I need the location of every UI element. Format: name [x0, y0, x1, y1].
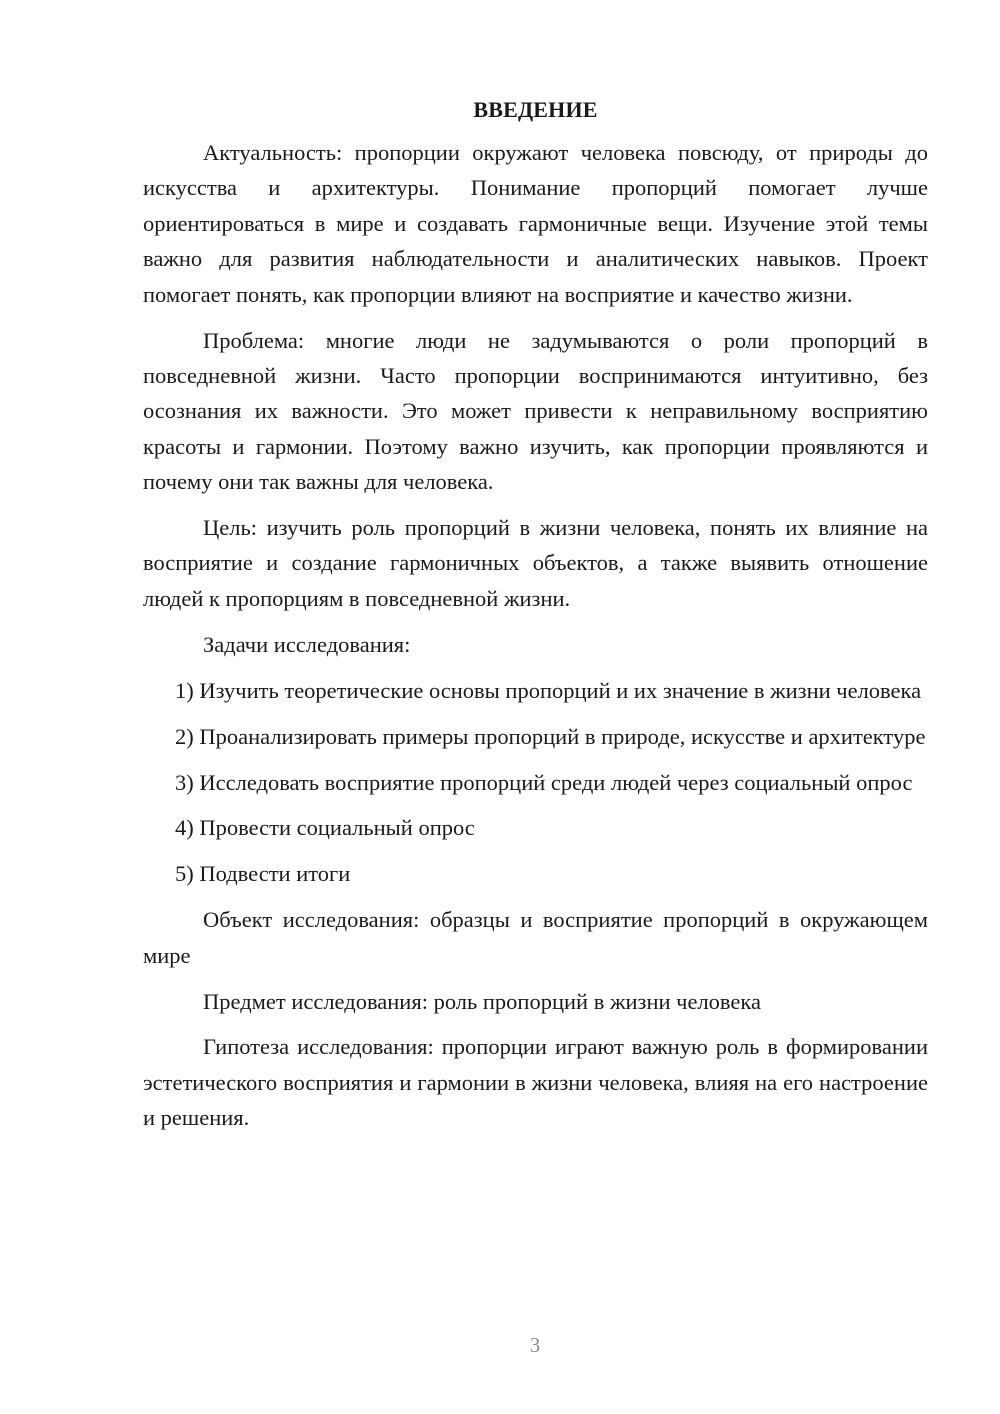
task-item-4: 4) Провести социальный опрос [175, 815, 475, 841]
task-item-2: 2) Проанализировать примеры пропорций в природе, искусстве и архитектуре [175, 723, 926, 749]
paragraph-subject: Предмет исследования: роль пропорций в жизни человека [203, 988, 761, 1014]
page-title: ВВЕДЕНИЕ [473, 97, 598, 122]
paragraph-object: Объект исследования: образцы и восприятие пропорций в окружающем мире [143, 907, 928, 968]
page-number: 3 [529, 1333, 541, 1357]
task-item-1: 1) Изучить теоретические основы пропорций и их значение в жизни человека [175, 677, 922, 703]
paragraph-goal: Цель: изучить роль пропорций в жизни человека, понять их влияние на восприятие и создание гармоничных объектов, а также выявить отношение людей к пропорциям в повседневной жизни. [143, 515, 928, 611]
paragraph-relevance: Актуальность: пропорции окружают человека повсюду, от природы до искусства и архитектуры. Понимание пропорций помогает лучше ориентироваться в мире и создавать гармоничные вещи. Изучение этой темы важно для развития наблюдательности и аналитических навыков. Проект помогает понять, как пропорции влияют на восприятие и качество жизни. [143, 140, 928, 307]
task-item-5: 5) Подвести итоги [175, 861, 351, 887]
paragraph-hypothesis: Гипотеза исследования: пропорции играют важную роль в формировании эстетического восприятия и гармонии в жизни человека, влияя на его настроение и решения. [143, 1034, 928, 1131]
paragraph-problem: Проблема: многие люди не задумываются о роли пропорций в повседневной жизни. Часто пропорции воспринимаются интуитивно, без осознания их важности. Это может привести к неправильному восприятию красоты и гармонии. Поэтому важно изучить, как пропорции проявляются и почему они так важны для человека. [143, 327, 928, 495]
tasks-heading: Задачи исследования: [203, 631, 411, 657]
page-content [143, 95, 928, 1146]
task-item-3: 3) Исследовать восприятие пропорций среди людей через социальный опрос [175, 769, 913, 795]
